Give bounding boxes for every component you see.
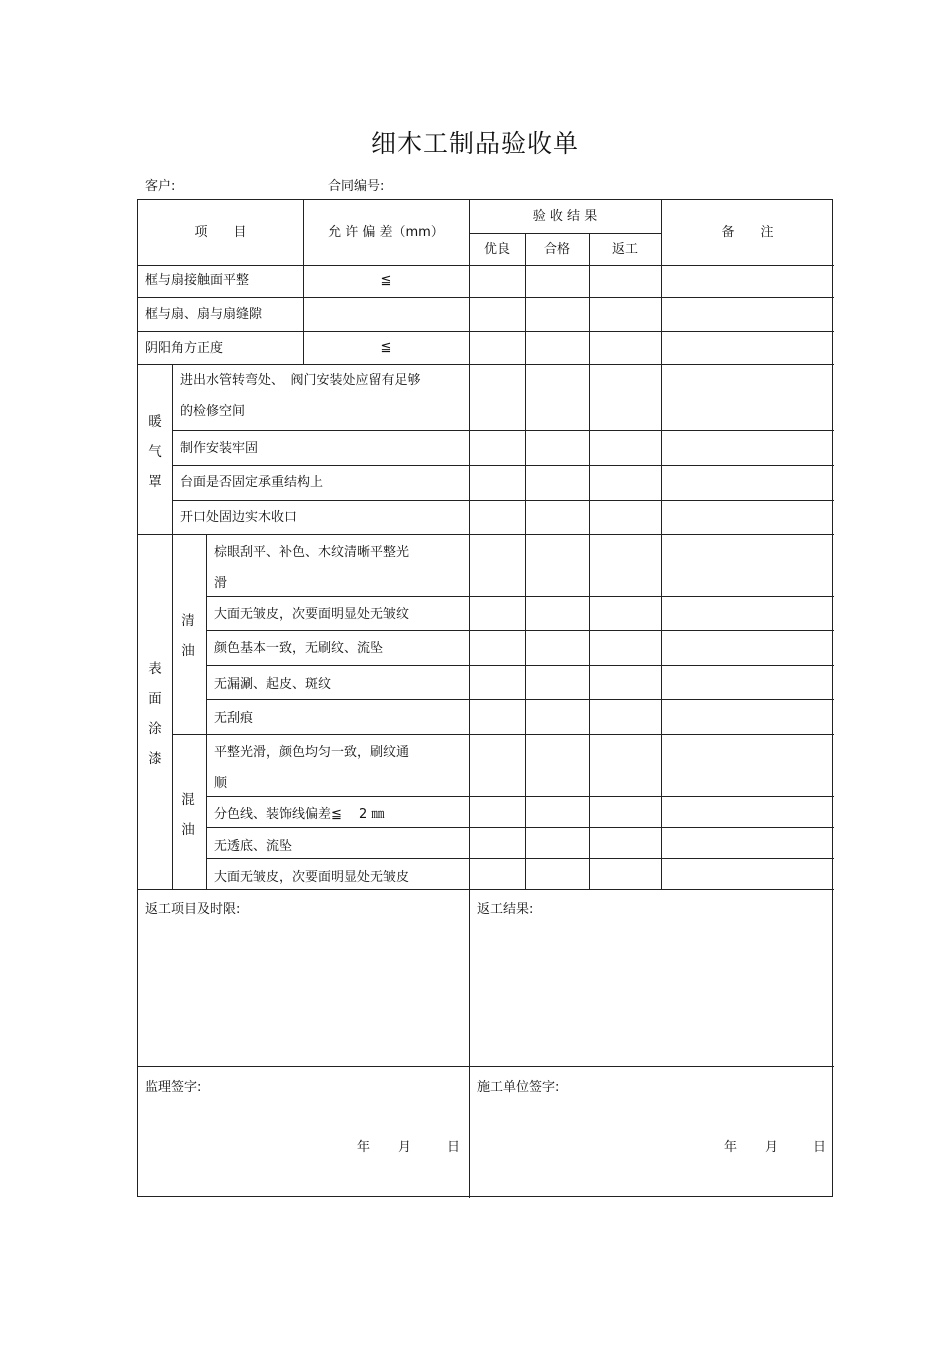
row-frame-flatness-tolerance: ≦ (380, 273, 392, 288)
supervisor-date-day: 日 (447, 1140, 461, 1155)
subgroup-mixed-oil: 混油 (181, 792, 195, 838)
heating-item-3: 台面是否固定承重结构上 (180, 475, 324, 490)
mixed-oil-item-2: 分色线、装饰线偏差≦ 2 ㎜ (214, 807, 385, 822)
clear-oil-item-1-line2: 滑 (214, 576, 228, 591)
group-surface-painting: 表面涂漆 (148, 661, 162, 767)
heating-item-2: 制作安装牢固 (180, 441, 259, 456)
header-qualified: 合格 (543, 242, 570, 257)
header-rework: 返工 (611, 242, 638, 257)
contractor-date-year: 年 (724, 1140, 738, 1155)
supervisor-date-month: 月 (398, 1140, 412, 1155)
contractor-date-day: 日 (813, 1140, 827, 1155)
group-heating-cover: 暖气罩 (148, 414, 162, 490)
mixed-oil-item-1-line2: 顺 (214, 776, 228, 791)
heating-item-4: 开口处固边实木收口 (180, 510, 298, 525)
heating-item-1-line2: 的检修空间 (180, 404, 246, 419)
header-result: 验 收 结 果 (532, 209, 598, 224)
header-item: 项 目 (194, 225, 247, 240)
subgroup-clear-oil: 清油 (181, 613, 195, 659)
client-label: 客户: (145, 179, 176, 194)
contractor-date-month: 月 (765, 1140, 779, 1155)
mixed-oil-item-4: 大面无皱皮，次要面明显处无皱皮 (214, 870, 410, 885)
clear-oil-item-2: 大面无皱皮，次要面明显处无皱纹 (214, 607, 410, 622)
heating-item-1-line1: 进出水管转弯处、 阀门安装处应留有足够 (180, 373, 421, 388)
row-corner-squareness-tolerance: ≦ (380, 340, 392, 355)
rework-items-label: 返工项目及时限: (145, 902, 241, 917)
rework-result-label: 返工结果: (477, 902, 534, 917)
acceptance-form (137, 199, 833, 1197)
mixed-oil-item-3: 无透底、流坠 (214, 839, 293, 854)
row-frame-flatness: 框与扇接触面平整 (145, 273, 250, 288)
header-excellent: 优良 (483, 242, 510, 257)
header-remarks: 备 注 (721, 225, 774, 240)
mixed-oil-item-1-line1: 平整光滑，颜色均匀一致，刷纹通 (214, 745, 410, 760)
clear-oil-item-3: 颜色基本一致，无刷纹、流坠 (214, 641, 384, 656)
header-tolerance: 允 许 偏 差（mm） (328, 225, 444, 240)
clear-oil-item-1-line1: 棕眼刮平、补色、木纹清晰平整光 (214, 545, 410, 560)
row-corner-squareness: 阴阳角方正度 (145, 341, 224, 356)
clear-oil-item-5: 无刮痕 (214, 711, 254, 726)
supervisor-signature-label: 监理签字: (145, 1080, 202, 1095)
supervisor-date-year: 年 (357, 1140, 371, 1155)
contractor-signature-label: 施工单位签字: (477, 1080, 560, 1095)
document-title: 细木工制品验收单 (370, 129, 579, 158)
row-frame-gap: 框与扇、扇与扇缝隙 (145, 307, 263, 322)
contract-number-label: 合同编号: (328, 179, 385, 194)
clear-oil-item-4: 无漏涮、起皮、斑纹 (214, 677, 332, 692)
